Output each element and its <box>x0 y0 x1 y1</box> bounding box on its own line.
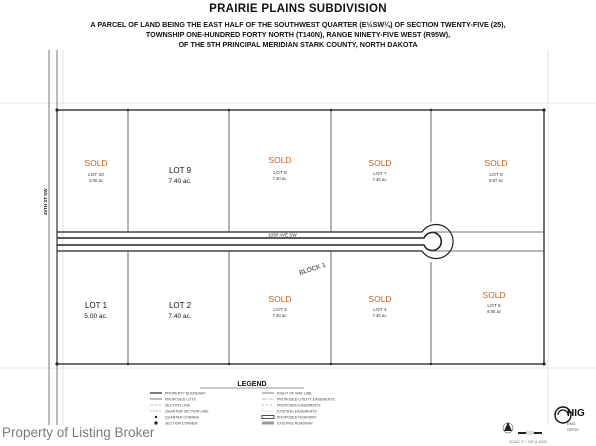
legend-item: PROPOSED EASEMENTS <box>277 403 321 408</box>
description-line-1: A PARCEL OF LAND BEING THE EAST HALF OF THE SOUTHWEST QUARTER (E½SW¼) OF SECTION TWENTY-FIVE (25), <box>90 20 506 29</box>
legend-item: RIGHT OF WAY LINE <box>277 391 312 396</box>
legend-title: LEGEND <box>237 381 267 388</box>
cul-de-sac-row <box>57 224 453 258</box>
description-line-3: OF THE 5TH PRINCIPAL MERIDIAN STARK COUNTY, NORTH DAKOTA <box>178 40 418 49</box>
legend-item: PROPOSED UTILITY EASEMENTS <box>277 397 335 402</box>
legend-item: PROPOSED LOTS <box>165 397 196 402</box>
lot-area: 7.40 ac. <box>372 313 388 318</box>
sold-label: SOLD <box>84 158 108 168</box>
legend-item: PROPERTY BOUNDARY <box>165 391 206 396</box>
legend-item: EXISTING EASEMENTS <box>277 409 317 414</box>
lot-6[interactable] <box>484 158 507 183</box>
description-line-2: TOWNSHIP ONE-HUNDRED FORTY NORTH (T140N), RANGE NINETY-FIVE WEST (R95W), <box>145 30 451 39</box>
lot-area: 7.40 ac. <box>272 176 288 181</box>
lot-5[interactable] <box>482 290 505 314</box>
cul-de-sac-label: 103P AVE SW <box>268 232 297 238</box>
scale-bar <box>518 432 542 434</box>
lot-area: 5.00 ac <box>89 178 103 183</box>
north-arrow <box>503 422 513 433</box>
legend-item: QUARTER SECTION LINE <box>165 409 209 414</box>
sold-label: SOLD <box>484 158 508 168</box>
lot-10[interactable] <box>84 158 107 183</box>
legend <box>150 381 335 426</box>
plat-title: PRAIRIE PLAINS SUBDIVISION <box>209 3 387 15</box>
lot-area: 7.40 ac. <box>168 178 192 185</box>
lot-4[interactable] <box>368 294 391 318</box>
legend-item: QUARTER CORNER <box>165 415 200 420</box>
firm-logo-name: HIG <box>567 408 585 419</box>
sold-label: SOLD <box>368 294 392 304</box>
lot-name: LOT 9 <box>168 166 192 175</box>
scale-text: SCALE: 1" = 100' (1:1200) <box>509 440 547 444</box>
lot-area: 9.97 ac <box>489 178 503 183</box>
lot-name: LOT 8 <box>273 171 287 176</box>
lot-name: LOT 5 <box>487 304 501 309</box>
lot-area: 7.40 ac. <box>168 313 192 320</box>
lot-2[interactable] <box>168 301 191 320</box>
corner-markers <box>55 108 545 365</box>
lot-1[interactable] <box>84 301 107 320</box>
watermark: Property of Listing Broker <box>2 425 155 440</box>
lot-name: LOT 1 <box>84 301 108 310</box>
legend-item: SECTION CORNER <box>165 421 198 426</box>
block-label: BLOCK 1 <box>298 261 327 277</box>
lot-8[interactable] <box>268 155 291 181</box>
property-boundary <box>57 110 544 364</box>
lot-area: 7.40 ac. <box>272 313 288 318</box>
lot-name: LOT 4 <box>373 308 387 313</box>
sold-label: SOLD <box>268 155 292 165</box>
lot-name: LOT 2 <box>168 301 192 310</box>
firm-logo-line2: OFFIC <box>567 427 579 432</box>
lot-name: LOT 6 <box>489 173 503 178</box>
west-road-label: 26TH ST SW <box>43 188 48 215</box>
lot-area: 9.90 ac <box>487 309 501 314</box>
lot-area: 7.40 ac. <box>372 177 388 182</box>
firm-logo-line1: ENG <box>567 421 576 426</box>
lot-name: LOT 10 <box>88 173 104 178</box>
lot-9[interactable] <box>168 166 191 185</box>
lot-area: 5.00 ac. <box>84 313 108 320</box>
lot-name: LOT 7 <box>373 172 387 177</box>
lot-7[interactable] <box>368 158 391 182</box>
legend-item: SECTION LINE <box>165 403 190 408</box>
sold-label: SOLD <box>368 158 392 168</box>
lot-3[interactable] <box>268 294 291 318</box>
cul-de-sac-road <box>57 233 441 251</box>
legend-item: PROPOSED ROADWAY <box>277 415 317 420</box>
lot-name: LOT 3 <box>273 308 287 313</box>
sold-label: SOLD <box>268 294 292 304</box>
legend-item: EXISTING ROADWAY <box>277 421 313 426</box>
sold-label: SOLD <box>482 290 506 300</box>
